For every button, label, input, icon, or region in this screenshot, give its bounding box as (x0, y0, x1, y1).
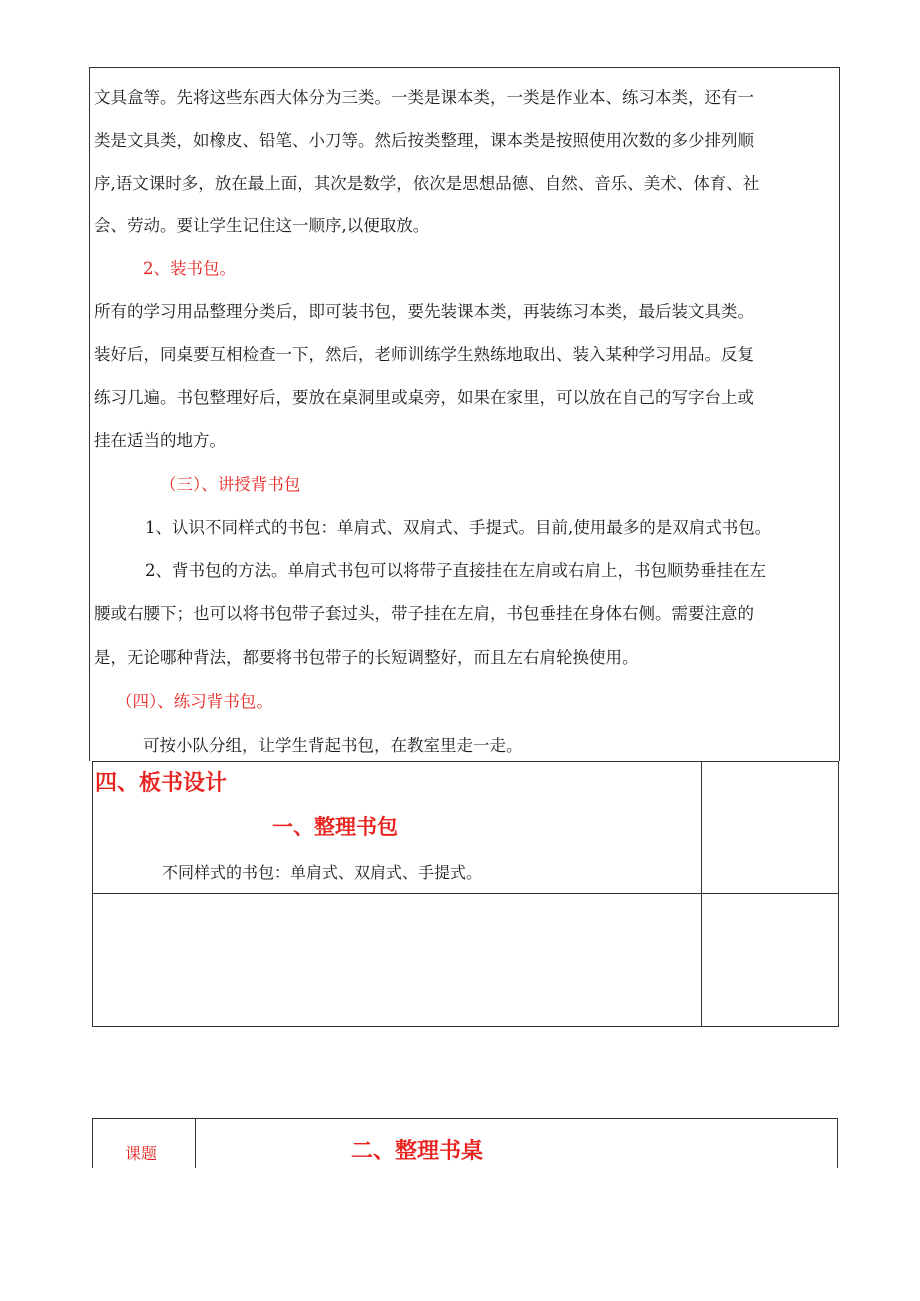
paragraph-line: 会、劳动。要让学生记住这一顺序,以便取放。 (94, 216, 430, 235)
section-heading-four: （四）、练习背书包。 (116, 692, 273, 711)
paragraph-line: 文具盒等。先将这些东西大体分为三类。一类是课本类，一类是作业本、练习本类，还有一 (94, 88, 754, 107)
paragraph-line: 2、背书包的方法。单肩式书包可以将带子直接挂在左肩或右肩上，书包顺势垂挂在左 (145, 561, 766, 580)
section-heading-pack-bag: 2、装书包。 (143, 259, 236, 278)
paragraph-line: 类是文具类，如橡皮、铅笔、小刀等。然后按类整理，课本类是按照使用次数的多少排列顺 (94, 131, 754, 150)
paragraph-line: 序,语文课时多，放在最上面，其次是数学，依次是思想品德、自然、音乐、美术、体育、社 (94, 174, 760, 193)
paragraph-line: 所有的学习用品整理分类后，即可装书包，要先装课本类，再装练习本类，最后装文具类。 (94, 302, 754, 321)
lesson-topic-title: 二、整理书桌 (351, 1139, 484, 1164)
board-design-table (92, 761, 839, 1027)
paragraph-line: 是，无论哪种背法，都要将书包带子的长短调整好，而且左右肩轮换使用。 (94, 648, 639, 667)
board-design-heading: 四、板书设计 (95, 771, 228, 796)
paragraph-line: 装好后，同桌要互相检查一下，然后，老师训练学生熟练地取出、装入某种学习用品。反复 (94, 345, 754, 364)
paragraph-line: 练习几遍。书包整理好后，要放在桌洞里或桌旁，如果在家里，可以放在自己的写字台上或 (94, 388, 754, 407)
section-heading-three: （三）、讲授背书包 (160, 475, 301, 494)
table-divider (93, 893, 838, 894)
lesson-topic-label: 课题 (125, 1144, 158, 1163)
paragraph-line: 1、认识不同样式的书包：单肩式、双肩式、手提式。目前,使用最多的是双肩式书包。 (145, 518, 772, 537)
paragraph-line: 腰或右腰下；也可以将书包带子套过头，带子挂在左肩，书包垂挂在身体右侧。需要注意的 (94, 604, 754, 623)
board-design-title: 一、整理书包 (272, 815, 398, 839)
table-divider (701, 762, 702, 1026)
board-design-line: 不同样式的书包：单肩式、双肩式、手提式。 (162, 863, 483, 882)
paragraph-line: 可按小队分组，让学生背起书包，在教室里走一走。 (143, 736, 523, 755)
table-divider (195, 1119, 196, 1168)
paragraph-line: 挂在适当的地方。 (94, 431, 226, 450)
